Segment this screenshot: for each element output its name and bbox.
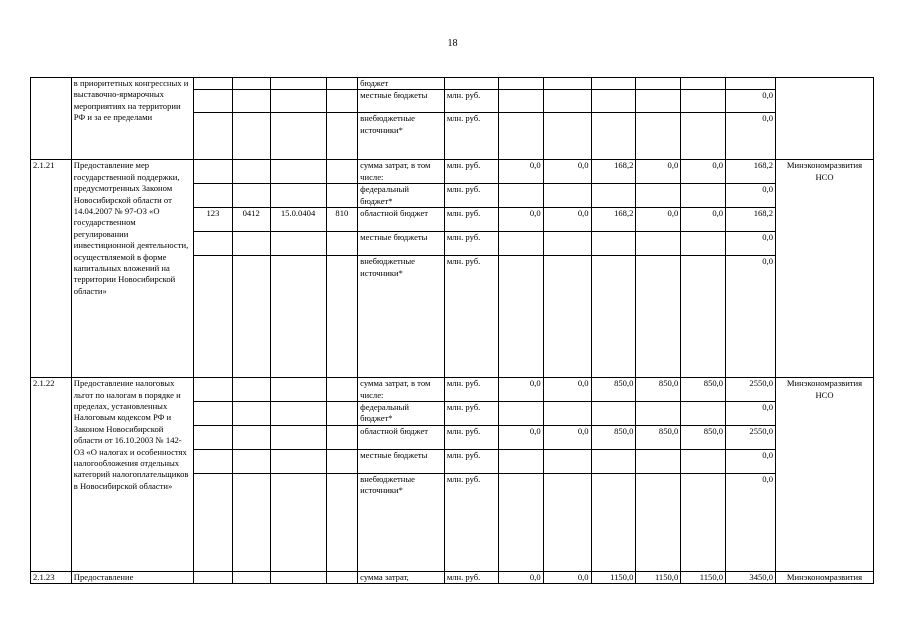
- value-cell: [543, 78, 591, 90]
- funding-source: федеральный бюджет*: [358, 402, 445, 426]
- unit: млн. руб.: [444, 256, 498, 378]
- value-cell: 1150,0: [591, 572, 636, 584]
- kbk-vr: [326, 402, 358, 426]
- funding-source: областной бюджет: [358, 426, 445, 450]
- kbk-grbs: [194, 113, 233, 160]
- value-cell: 0,0: [543, 426, 591, 450]
- value-cell: [543, 450, 591, 474]
- kbk-vr: [326, 450, 358, 474]
- value-cell: 850,0: [591, 378, 636, 402]
- kbk-csr: [270, 256, 326, 378]
- kbk-grbs: [194, 256, 233, 378]
- unit: млн. руб.: [444, 184, 498, 208]
- value-cell: [543, 474, 591, 572]
- kbk-grbs: [194, 426, 233, 450]
- value-cell: 0,0: [543, 572, 591, 584]
- kbk-grbs: [194, 184, 233, 208]
- unit: млн. руб.: [444, 402, 498, 426]
- value-cell: [681, 232, 726, 256]
- unit: млн. руб.: [444, 474, 498, 572]
- value-cell: [681, 184, 726, 208]
- kbk-rz-pr: [232, 426, 270, 450]
- value-cell: 1150,0: [681, 572, 726, 584]
- value-cell: [543, 232, 591, 256]
- kbk-csr: [270, 160, 326, 184]
- value-cell: 168,2: [591, 208, 636, 232]
- kbk-grbs: [194, 378, 233, 402]
- value-cell: 0,0: [636, 160, 681, 184]
- value-cell: [591, 90, 636, 113]
- funding-source: местные бюджеты: [358, 90, 445, 113]
- value-cell: [636, 78, 681, 90]
- kbk-grbs: [194, 232, 233, 256]
- value-cell: [591, 113, 636, 160]
- responsible-executor: [776, 78, 874, 160]
- value-cell: [543, 184, 591, 208]
- value-cell: [591, 184, 636, 208]
- value-cell: 0,0: [726, 90, 776, 113]
- funding-source: сумма затрат, в том числе:: [358, 378, 445, 402]
- value-cell: [636, 232, 681, 256]
- unit: млн. руб.: [444, 572, 498, 584]
- kbk-rz-pr: [232, 184, 270, 208]
- kbk-csr: [270, 232, 326, 256]
- value-cell: [591, 450, 636, 474]
- responsible-executor: Минэкономразвития НСО: [776, 378, 874, 572]
- unit: млн. руб.: [444, 378, 498, 402]
- funding-source: сумма затрат, в том числе:: [358, 160, 445, 184]
- value-cell: [681, 90, 726, 113]
- funding-source: внебюджетные источники*: [358, 113, 445, 160]
- kbk-grbs: 123: [194, 208, 233, 232]
- measures-table: [30, 77, 874, 584]
- value-cell: [681, 113, 726, 160]
- value-cell: 0,0: [726, 402, 776, 426]
- value-cell: [591, 474, 636, 572]
- value-cell: 0,0: [681, 208, 726, 232]
- kbk-rz-pr: 0412: [232, 208, 270, 232]
- unit: млн. руб.: [444, 208, 498, 232]
- value-cell: 1150,0: [636, 572, 681, 584]
- measure-code: 2.1.22: [31, 378, 72, 572]
- responsible-executor: Минэкономразвития: [776, 572, 874, 584]
- table-row: [31, 160, 874, 184]
- funding-source: федеральный бюджет*: [358, 184, 445, 208]
- kbk-csr: 15.0.0404: [270, 208, 326, 232]
- funding-source: областной бюджет: [358, 208, 445, 232]
- unit: млн. руб.: [444, 90, 498, 113]
- kbk-rz-pr: [232, 572, 270, 584]
- value-cell: [498, 474, 543, 572]
- measure-code: 2.1.21: [31, 160, 72, 378]
- value-cell: [591, 232, 636, 256]
- unit: [444, 78, 498, 90]
- kbk-csr: [270, 402, 326, 426]
- kbk-csr: [270, 113, 326, 160]
- value-cell: 168,2: [591, 160, 636, 184]
- value-cell: [543, 90, 591, 113]
- table-row: [31, 78, 874, 90]
- value-cell: [681, 474, 726, 572]
- value-cell: 0,0: [726, 232, 776, 256]
- kbk-rz-pr: [232, 113, 270, 160]
- value-cell: 850,0: [681, 378, 726, 402]
- value-cell: [591, 256, 636, 378]
- kbk-grbs: [194, 450, 233, 474]
- unit: млн. руб.: [444, 450, 498, 474]
- kbk-grbs: [194, 402, 233, 426]
- kbk-vr: [326, 90, 358, 113]
- table-row: [31, 378, 874, 402]
- value-cell: [636, 113, 681, 160]
- table-row: [31, 572, 874, 584]
- value-cell: [498, 184, 543, 208]
- kbk-rz-pr: [232, 402, 270, 426]
- kbk-vr: [326, 184, 358, 208]
- kbk-grbs: [194, 160, 233, 184]
- kbk-grbs: [194, 90, 233, 113]
- value-cell: [498, 90, 543, 113]
- value-cell: 0,0: [543, 160, 591, 184]
- kbk-csr: [270, 378, 326, 402]
- kbk-vr: [326, 572, 358, 584]
- value-cell: [636, 184, 681, 208]
- value-cell: 850,0: [636, 378, 681, 402]
- kbk-rz-pr: [232, 160, 270, 184]
- kbk-rz-pr: [232, 450, 270, 474]
- kbk-rz-pr: [232, 78, 270, 90]
- kbk-csr: [270, 78, 326, 90]
- value-cell: [636, 474, 681, 572]
- value-cell: 0,0: [636, 208, 681, 232]
- kbk-csr: [270, 426, 326, 450]
- value-cell: [726, 78, 776, 90]
- value-cell: [681, 256, 726, 378]
- value-cell: 168,2: [726, 160, 776, 184]
- value-cell: [636, 256, 681, 378]
- value-cell: 850,0: [681, 426, 726, 450]
- kbk-grbs: [194, 78, 233, 90]
- value-cell: [498, 450, 543, 474]
- kbk-grbs: [194, 572, 233, 584]
- value-cell: 0,0: [681, 160, 726, 184]
- value-cell: 2550,0: [726, 426, 776, 450]
- value-cell: [681, 402, 726, 426]
- measure-name: Предоставление мер государственной поддержки, предусмотренных Законом Новосибирской области от 14.04.2007 № 97-ОЗ «О государственном регулировании инвестиционной деятельности, осуществляемой в форме капитальных вложений на территории Новосибирской области»: [71, 160, 193, 378]
- value-cell: 850,0: [591, 426, 636, 450]
- unit: млн. руб.: [444, 160, 498, 184]
- kbk-csr: [270, 90, 326, 113]
- kbk-rz-pr: [232, 378, 270, 402]
- value-cell: 0,0: [726, 474, 776, 572]
- value-cell: 0,0: [543, 378, 591, 402]
- funding-source: внебюджетные источники*: [358, 474, 445, 572]
- unit: млн. руб.: [444, 113, 498, 160]
- value-cell: [498, 232, 543, 256]
- kbk-vr: [326, 113, 358, 160]
- value-cell: 0,0: [498, 160, 543, 184]
- value-cell: [681, 450, 726, 474]
- funding-source: бюджет: [358, 78, 445, 90]
- value-cell: 0,0: [498, 572, 543, 584]
- value-cell: [498, 78, 543, 90]
- measure-name: в приоритетных конгрессных и выставочно-ярмарочных мероприятиях на территории РФ и за ее пределами: [71, 78, 193, 160]
- kbk-grbs: [194, 474, 233, 572]
- value-cell: 850,0: [636, 426, 681, 450]
- kbk-csr: [270, 450, 326, 474]
- page-number: 18: [447, 38, 458, 49]
- value-cell: 0,0: [726, 256, 776, 378]
- kbk-vr: 810: [326, 208, 358, 232]
- value-cell: [591, 78, 636, 90]
- kbk-rz-pr: [232, 232, 270, 256]
- funding-source: местные бюджеты: [358, 232, 445, 256]
- value-cell: 3450,0: [726, 572, 776, 584]
- kbk-vr: [326, 426, 358, 450]
- value-cell: [543, 113, 591, 160]
- kbk-csr: [270, 572, 326, 584]
- value-cell: [543, 256, 591, 378]
- responsible-executor: Минэкономразвития НСО: [776, 160, 874, 378]
- kbk-vr: [326, 378, 358, 402]
- value-cell: [498, 402, 543, 426]
- funding-source: сумма затрат,: [358, 572, 445, 584]
- measure-code: 2.1.23: [31, 572, 72, 584]
- measure-name: Предоставление налоговых льгот по налогам в порядке и пределах, установленных Налоговым кодексом РФ и Законом Новосибирской области от 16.10.2003 № 142-ОЗ «О налогах и особенностях налогообложения отдельных категорий налогоплательщиков в Новосибирской области»: [71, 378, 193, 572]
- value-cell: 168,2: [726, 208, 776, 232]
- value-cell: 0,0: [726, 113, 776, 160]
- unit: млн. руб.: [444, 426, 498, 450]
- unit: млн. руб.: [444, 232, 498, 256]
- value-cell: [636, 90, 681, 113]
- value-cell: [498, 113, 543, 160]
- value-cell: 0,0: [498, 378, 543, 402]
- kbk-vr: [326, 256, 358, 378]
- funding-source: внебюджетные источники*: [358, 256, 445, 378]
- value-cell: 0,0: [498, 426, 543, 450]
- value-cell: 0,0: [726, 184, 776, 208]
- value-cell: 2550,0: [726, 378, 776, 402]
- kbk-rz-pr: [232, 90, 270, 113]
- kbk-vr: [326, 232, 358, 256]
- value-cell: [681, 78, 726, 90]
- value-cell: [636, 402, 681, 426]
- value-cell: 0,0: [726, 450, 776, 474]
- kbk-csr: [270, 474, 326, 572]
- kbk-rz-pr: [232, 256, 270, 378]
- kbk-vr: [326, 474, 358, 572]
- kbk-rz-pr: [232, 474, 270, 572]
- kbk-csr: [270, 184, 326, 208]
- value-cell: [636, 450, 681, 474]
- value-cell: [591, 402, 636, 426]
- measure-code: [31, 78, 72, 160]
- value-cell: 0,0: [498, 208, 543, 232]
- value-cell: [498, 256, 543, 378]
- value-cell: 0,0: [543, 208, 591, 232]
- funding-source: местные бюджеты: [358, 450, 445, 474]
- measure-name: Предоставление: [71, 572, 193, 584]
- kbk-vr: [326, 160, 358, 184]
- value-cell: [543, 402, 591, 426]
- kbk-vr: [326, 78, 358, 90]
